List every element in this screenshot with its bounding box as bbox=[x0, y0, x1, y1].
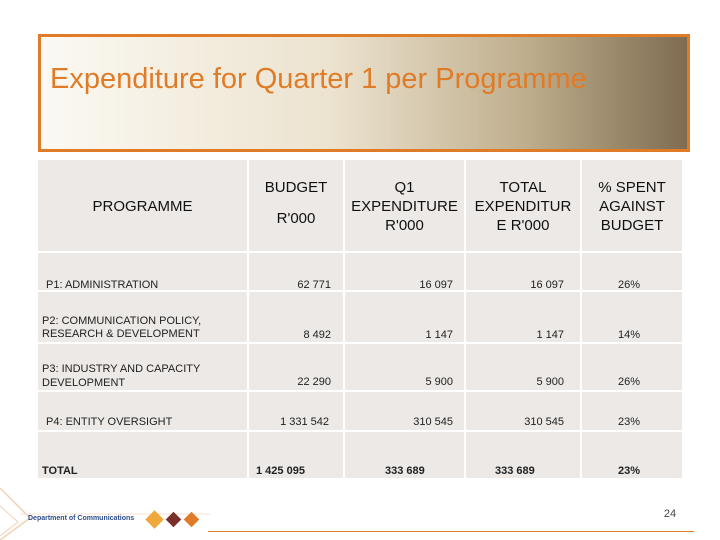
row-4-total: 310 545 bbox=[524, 416, 564, 428]
footer-divider bbox=[208, 531, 694, 532]
total-row-pct: 23% bbox=[617, 465, 641, 477]
row-3-budget: 22 290 bbox=[297, 376, 331, 388]
row-4-pct: 23% bbox=[617, 416, 641, 428]
row-4-programme: P4: ENTITY OVERSIGHT bbox=[46, 416, 173, 428]
row-1-programme: P1: ADMINISTRATION bbox=[46, 279, 159, 291]
slide-title: Expenditure for Quarter 1 per Programme bbox=[50, 63, 587, 95]
row-1-pct: 26% bbox=[617, 279, 641, 291]
header-programme: PROGRAMME bbox=[92, 198, 193, 215]
row-2-pct: 14% bbox=[617, 329, 641, 341]
row-2-q1: 1 147 bbox=[425, 329, 453, 341]
page-number: 24 bbox=[663, 508, 677, 520]
row-4-budget: 1 331 542 bbox=[280, 416, 329, 428]
row-3-programme: P3: INDUSTRY AND CAPACITY DEVELOPMENT bbox=[42, 363, 201, 389]
row-3-pct: 26% bbox=[617, 376, 641, 388]
row-1-q1: 16 097 bbox=[419, 279, 453, 291]
row-3-total: 5 900 bbox=[536, 376, 564, 388]
header-q1-expenditure: Q1 EXPENDITURE R'000 bbox=[351, 179, 458, 234]
row-4-q1: 310 545 bbox=[413, 416, 453, 428]
total-row-budget: 1 425 095 bbox=[256, 465, 305, 477]
header-total-expenditure: TOTAL EXPENDITUR E R'000 bbox=[474, 179, 572, 234]
row-2-programme: P2: COMMUNICATION POLICY, RESEARCH & DEVELOPMENT bbox=[42, 315, 202, 340]
row-1-budget: 62 771 bbox=[297, 279, 331, 291]
row-1-total: 16 097 bbox=[530, 279, 564, 291]
department-label: Department of Communications bbox=[28, 515, 135, 522]
title-banner bbox=[38, 34, 690, 152]
department-logo bbox=[144, 505, 204, 535]
row-2-budget: 8 492 bbox=[303, 329, 331, 341]
header-budget: BUDGET R'000 bbox=[264, 179, 328, 227]
row-2-total: 1 147 bbox=[536, 329, 564, 341]
total-row-label: TOTAL bbox=[42, 465, 78, 477]
total-row-total: 333 689 bbox=[495, 465, 535, 477]
header-pct-spent: % SPENT AGAINST BUDGET bbox=[598, 179, 666, 234]
row-3-q1: 5 900 bbox=[425, 376, 453, 388]
total-row-q1: 333 689 bbox=[385, 465, 425, 477]
